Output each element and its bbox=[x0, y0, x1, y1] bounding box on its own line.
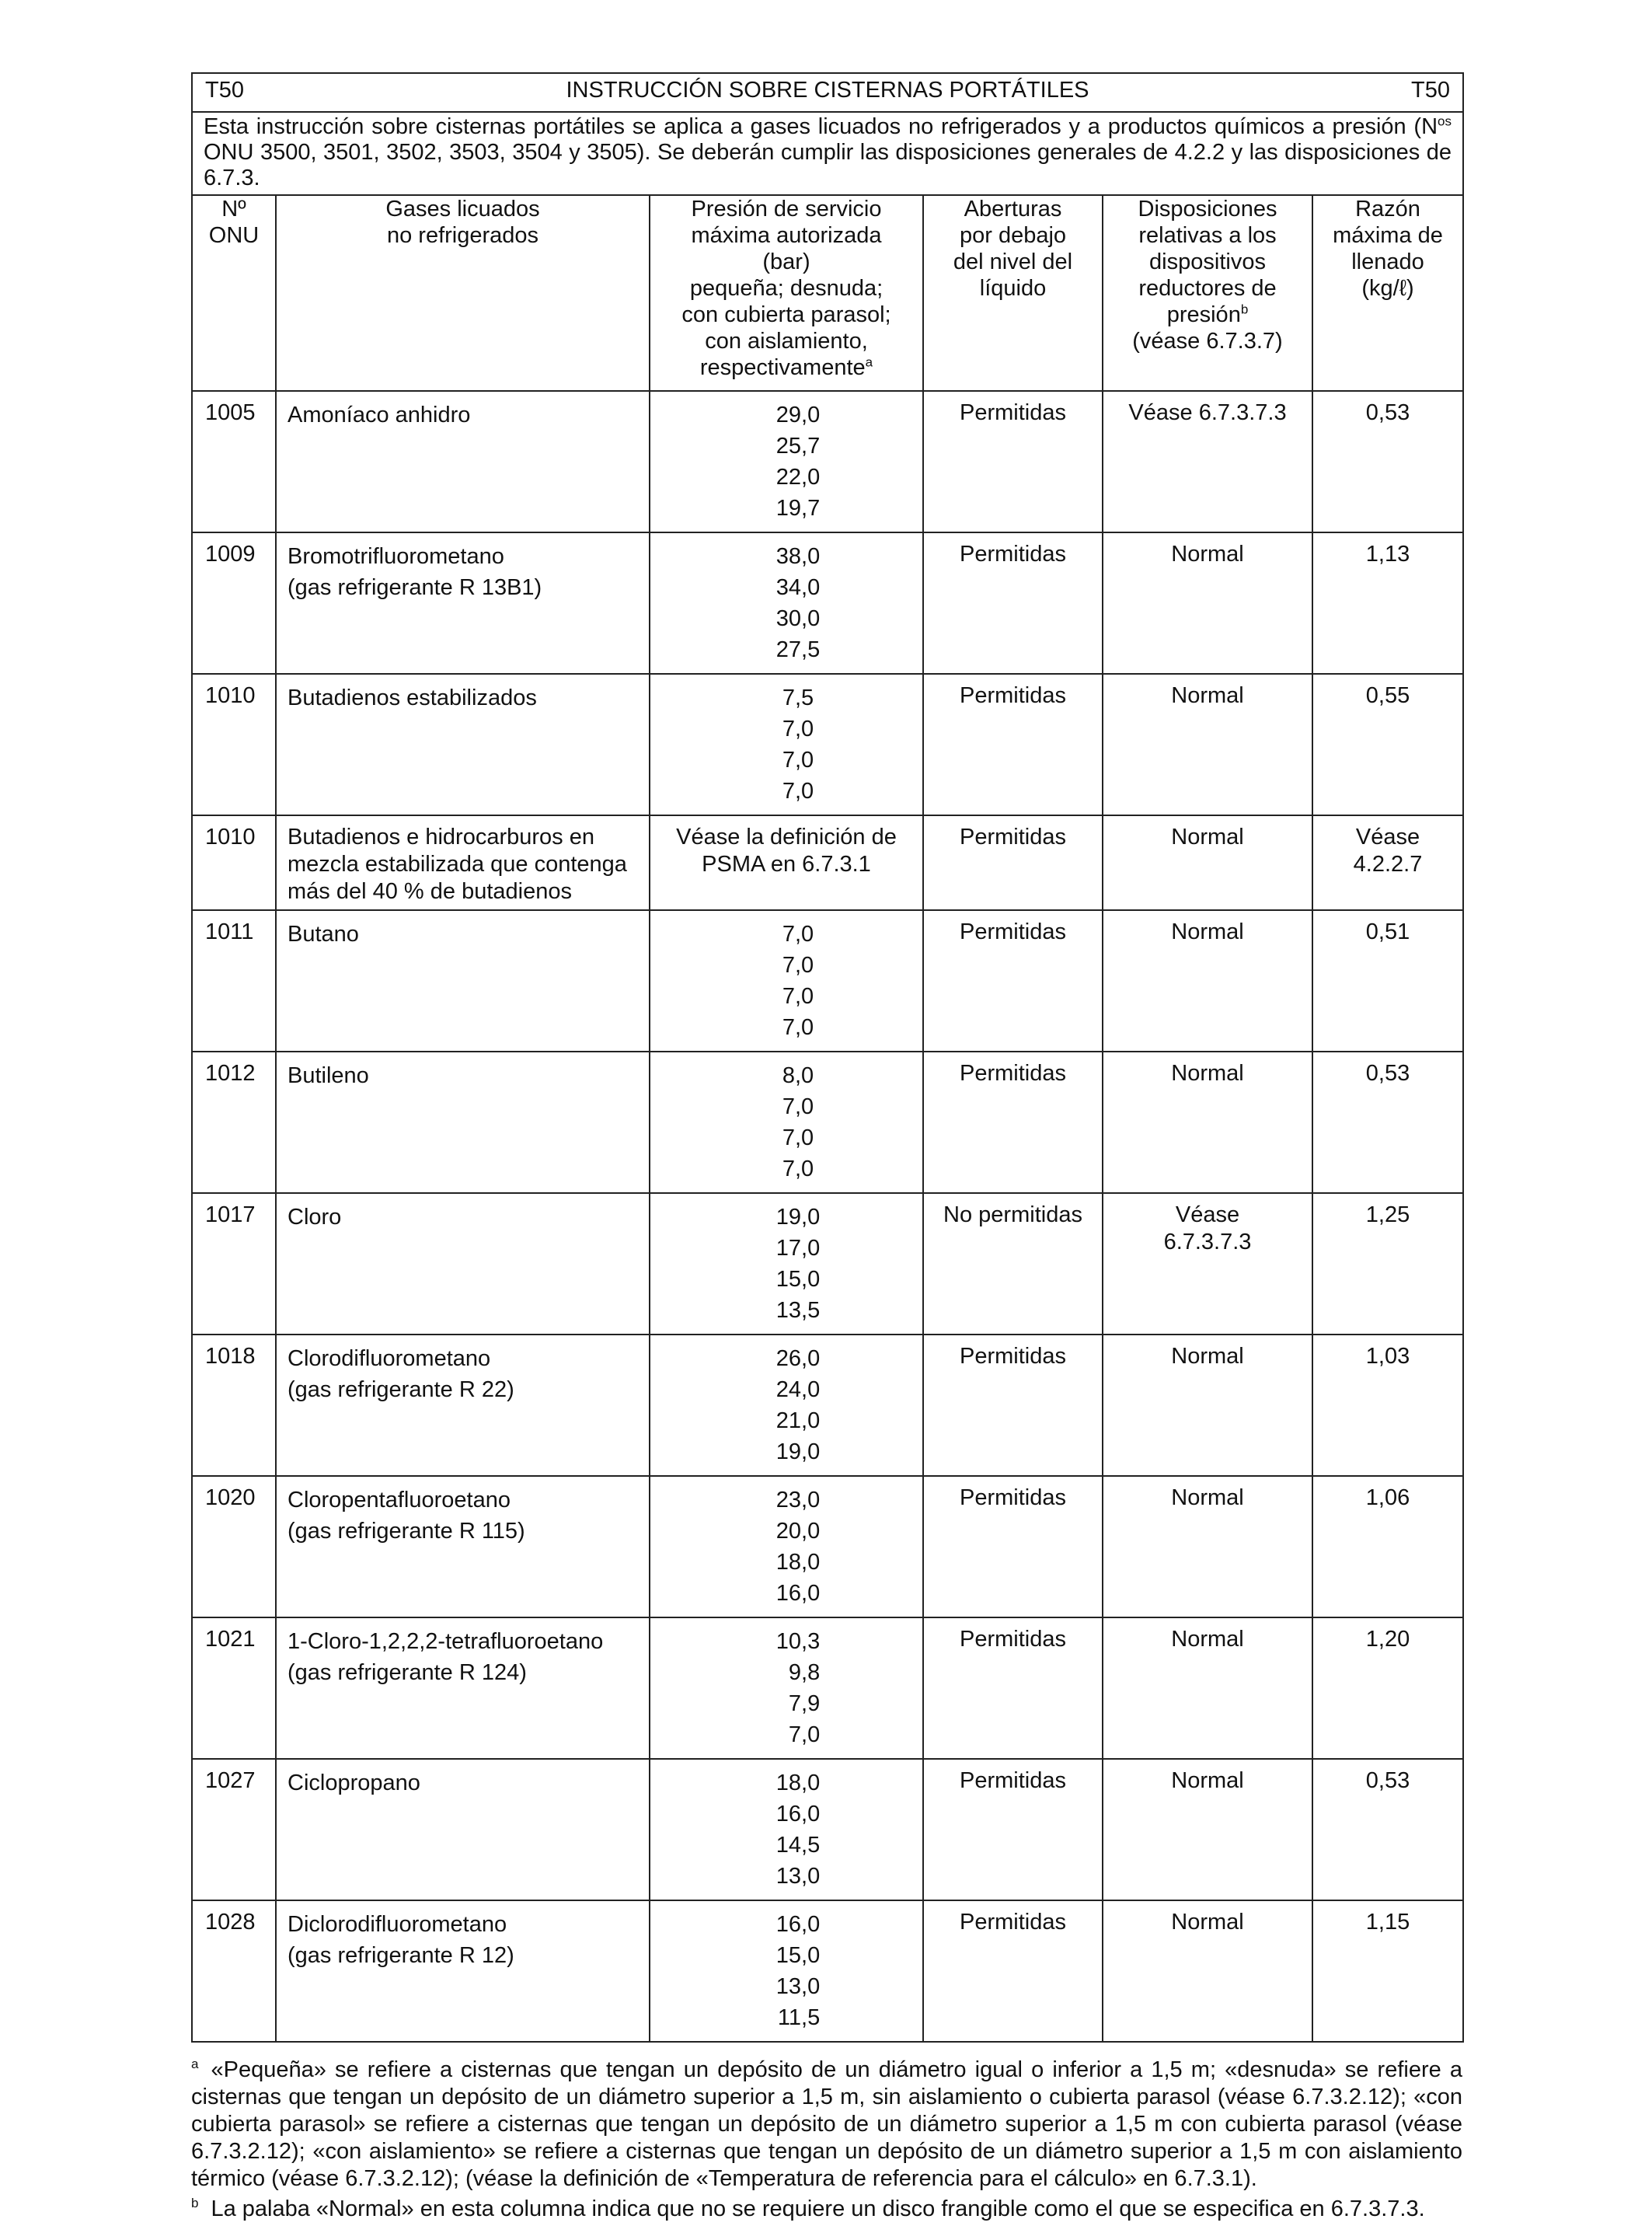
relief-devices-cell bbox=[1103, 815, 1312, 910]
pressure-value: 7,0 bbox=[788, 1722, 821, 1747]
table-row bbox=[192, 674, 1463, 815]
un-number-cell: 1010 bbox=[192, 674, 276, 815]
pressure-cell bbox=[650, 1193, 923, 1335]
footnote bbox=[191, 2196, 1462, 2223]
gas-name-line: Butileno bbox=[288, 1063, 369, 1088]
header-line: (kg/ℓ) bbox=[1361, 276, 1414, 301]
relief-device-line: Normal bbox=[1171, 1910, 1244, 1935]
pressure-value: 17,0 bbox=[775, 1236, 821, 1261]
pressure-cell bbox=[650, 1476, 923, 1617]
gas-name-line: 1-Cloro-1,2,2,2-tetrafluoroetano bbox=[288, 1629, 604, 1654]
intro-text-cont: ONU 3500, 3501, 3502, 3503, 3504 y 3505). Se deberán cumplir las disposiciones generales de 4.2.2 y las disposiciones de 6.7.3. bbox=[204, 140, 1452, 190]
gas-name-cell bbox=[276, 532, 650, 674]
table-title-row bbox=[192, 73, 1463, 112]
pressure-values bbox=[782, 682, 814, 807]
relief-devices-cell bbox=[1103, 391, 1312, 532]
header-line: no refrigerados bbox=[386, 223, 539, 248]
col-header-gas bbox=[276, 195, 650, 391]
pressure-value: 18,0 bbox=[775, 1550, 821, 1575]
gas-name-cell bbox=[276, 391, 650, 532]
pressure-value: 20,0 bbox=[775, 1519, 821, 1544]
header-line: máxima autorizada bbox=[691, 223, 882, 248]
instruction-code-left: T50 bbox=[205, 78, 244, 103]
pressure-cell bbox=[650, 1052, 923, 1193]
relief-devices-cell bbox=[1103, 1617, 1312, 1759]
fill-ratio-cell bbox=[1312, 1476, 1463, 1617]
header-line: relativas a los bbox=[1138, 223, 1277, 248]
fill-ratio-cell bbox=[1312, 1193, 1463, 1335]
header-line: Razón bbox=[1355, 197, 1420, 222]
header-line: presión$^b$ bbox=[1166, 302, 1249, 327]
pressure-value: 19,0 bbox=[775, 1439, 821, 1464]
relief-devices-cell bbox=[1103, 674, 1312, 815]
relief-devices-cell bbox=[1103, 910, 1312, 1052]
fill-ratio-cell bbox=[1312, 1052, 1463, 1193]
pressure-value: 7,0 bbox=[782, 779, 814, 804]
relief-devices-cell bbox=[1103, 1759, 1312, 1900]
pressure-value: 7,0 bbox=[782, 1157, 814, 1181]
fill-ratio-cell bbox=[1312, 1900, 1463, 2042]
fill-ratio-line: 1,13 bbox=[1365, 542, 1410, 567]
pressure-value: 7,0 bbox=[782, 1015, 814, 1040]
gas-name-cell bbox=[276, 1476, 650, 1617]
fill-ratio-cell bbox=[1312, 1759, 1463, 1900]
un-number-cell: 1009 bbox=[192, 532, 276, 674]
relief-device-line: Véase 6.7.3.7.3 bbox=[1128, 400, 1287, 425]
portable-tank-instruction-table bbox=[191, 72, 1464, 2043]
pressure-values bbox=[776, 1202, 820, 1326]
footnote-text: «Pequeña» se refiere a cisternas que tengan un depósito de un diámetro igual o inferior a 1,5 m; «desnuda» se refiere a cisternas que tengan un depósito de un diámetro superior a 1,5 m, sin aislamiento o cubierta parasol (véase 6.7.3.2.12); «con cubierta parasol» se refiere a cisternas que tengan un depósito de un diámetro superior a 1,5 m con cubierta parasol (véase 6.7.3.2.12); «con aislamiento» se refiere a cisternas que tengan un depósito de un diámetro superior a 1,5 m con aislamiento térmico (véase 6.7.3.2.12); (véase la definición de «Temperatura de referencia para el cálculo» en 6.7.3.1). bbox=[191, 2057, 1462, 2191]
table-row bbox=[192, 1617, 1463, 1759]
header-line: por debajo bbox=[959, 223, 1067, 248]
gas-name-cell bbox=[276, 910, 650, 1052]
pressure-value: 7,0 bbox=[782, 1125, 814, 1150]
pressure-value: 21,0 bbox=[775, 1408, 821, 1433]
pressure-value: 7,0 bbox=[782, 748, 814, 773]
gas-name-cell bbox=[276, 1900, 650, 2042]
fill-ratio-cell bbox=[1312, 532, 1463, 674]
fill-ratio-cell bbox=[1312, 815, 1463, 910]
pressure-value: 15,0 bbox=[775, 1943, 821, 1968]
fill-ratio-cell bbox=[1312, 674, 1463, 815]
pressure-value: 13,5 bbox=[775, 1298, 821, 1323]
header-line: con cubierta parasol; bbox=[681, 302, 891, 327]
pressure-values bbox=[776, 1767, 820, 1892]
col-header-openings bbox=[923, 195, 1103, 391]
relief-device-line: Normal bbox=[1171, 825, 1244, 850]
pressure-value: 7,0 bbox=[782, 953, 814, 978]
document-page bbox=[191, 72, 1462, 2226]
gas-name-line: más del 40 % de butadienos bbox=[288, 879, 572, 904]
openings-cell: Permitidas bbox=[923, 910, 1103, 1052]
fill-ratio-line: 0,53 bbox=[1365, 1768, 1410, 1793]
un-number-cell: 1027 bbox=[192, 1759, 276, 1900]
header-line: Nº bbox=[221, 197, 246, 222]
pressure-values bbox=[776, 1343, 820, 1467]
col-header-un-number bbox=[192, 195, 276, 391]
relief-device-line: Normal bbox=[1171, 1768, 1244, 1793]
openings-cell: Permitidas bbox=[923, 391, 1103, 532]
pressure-value: 14,5 bbox=[775, 1833, 821, 1858]
openings-cell: Permitidas bbox=[923, 815, 1103, 910]
pressure-value: 9,8 bbox=[788, 1660, 821, 1685]
gas-name-line: Cloro bbox=[288, 1205, 342, 1230]
gas-name-line: (gas refrigerante R 22) bbox=[288, 1377, 514, 1402]
fill-ratio-line: 0,53 bbox=[1365, 400, 1410, 425]
relief-device-line: Normal bbox=[1171, 1344, 1244, 1369]
pressure-value: 16,0 bbox=[775, 1581, 821, 1606]
header-line: Gases licuados bbox=[385, 197, 540, 222]
pressure-value: 15,0 bbox=[775, 1267, 821, 1292]
relief-device-line: Normal bbox=[1171, 1627, 1244, 1652]
fill-ratio-cell bbox=[1312, 391, 1463, 532]
openings-cell: Permitidas bbox=[923, 1759, 1103, 1900]
footnote-ref: a bbox=[865, 354, 873, 370]
gas-name-line: Clorodifluorometano bbox=[288, 1346, 491, 1371]
header-line: llenado bbox=[1351, 249, 1424, 274]
header-line: Aberturas bbox=[964, 197, 1062, 222]
gas-name-line: Butano bbox=[288, 922, 359, 947]
gas-name-cell bbox=[276, 1052, 650, 1193]
footnotes bbox=[191, 2057, 1462, 2223]
gas-name-line: Amoníaco anhidro bbox=[288, 403, 471, 427]
relief-devices-cell bbox=[1103, 532, 1312, 674]
gas-name-cell bbox=[276, 1335, 650, 1476]
pressure-value: 19,0 bbox=[775, 1205, 821, 1230]
relief-devices-cell bbox=[1103, 1476, 1312, 1617]
pressure-value: 8,0 bbox=[782, 1063, 814, 1088]
pressure-value: 29,0 bbox=[775, 403, 821, 427]
pressure-values bbox=[782, 919, 814, 1043]
fill-ratio-line: 0,53 bbox=[1365, 1061, 1410, 1086]
pressure-value: 34,0 bbox=[775, 575, 821, 600]
header-line: máxima de bbox=[1333, 223, 1443, 248]
gas-name-cell bbox=[276, 1193, 650, 1335]
relief-device-line: Normal bbox=[1171, 542, 1244, 567]
pressure-values bbox=[776, 541, 820, 665]
pressure-value: 7,0 bbox=[782, 984, 814, 1009]
gas-name-line: Diclorodifluorometano bbox=[288, 1912, 507, 1937]
pressure-cell bbox=[650, 815, 923, 910]
gas-name-line: Butadienos e hidrocarburos en bbox=[288, 825, 594, 850]
gas-name-cell bbox=[276, 674, 650, 815]
pressure-values bbox=[776, 1485, 820, 1609]
openings-cell: Permitidas bbox=[923, 1476, 1103, 1617]
pressure-value: 38,0 bbox=[775, 544, 821, 569]
fill-ratio-line: Véase bbox=[1355, 825, 1420, 850]
fill-ratio-line: 0,55 bbox=[1365, 683, 1410, 708]
un-number-cell: 1011 bbox=[192, 910, 276, 1052]
pressure-value: 7,0 bbox=[782, 922, 814, 947]
intro-sup: os bbox=[1438, 113, 1452, 129]
table-row bbox=[192, 1335, 1463, 1476]
openings-cell: Permitidas bbox=[923, 1900, 1103, 2042]
header-line: con aislamiento, bbox=[705, 329, 868, 354]
gas-name-line: mezcla estabilizada que contenga bbox=[288, 852, 627, 877]
table-row bbox=[192, 391, 1463, 532]
pressure-value: 25,7 bbox=[775, 434, 821, 459]
header-line: del nivel del bbox=[953, 249, 1073, 274]
header-line: (bar) bbox=[762, 249, 810, 274]
openings-cell: No permitidas bbox=[923, 1193, 1103, 1335]
gas-name-line: (gas refrigerante R 13B1) bbox=[288, 575, 542, 600]
table-row bbox=[192, 1759, 1463, 1900]
pressure-note: PSMA en 6.7.3.1 bbox=[702, 852, 871, 877]
fill-ratio-cell bbox=[1312, 1335, 1463, 1476]
instruction-code-right: T50 bbox=[1411, 78, 1450, 103]
un-number-cell: 1021 bbox=[192, 1617, 276, 1759]
gas-name-line: (gas refrigerante R 115) bbox=[288, 1519, 525, 1544]
un-number-cell: 1010 bbox=[192, 815, 276, 910]
footnote-mark: b bbox=[191, 2196, 199, 2211]
gas-name-cell bbox=[276, 815, 650, 910]
gas-name-line: Butadienos estabilizados bbox=[288, 686, 537, 710]
un-number-cell: 1020 bbox=[192, 1476, 276, 1617]
fill-ratio-line: 1,15 bbox=[1365, 1910, 1410, 1935]
col-header-fill-ratio bbox=[1312, 195, 1463, 391]
header-line: dispositivos bbox=[1149, 249, 1266, 274]
pressure-cell bbox=[650, 674, 923, 815]
openings-cell: Permitidas bbox=[923, 1052, 1103, 1193]
intro-text: Esta instrucción sobre cisternas portátiles se aplica a gases licuados no refrigerados y a productos químicos a presión (N bbox=[204, 114, 1438, 139]
header-line: respectivamente$^a$ bbox=[699, 354, 873, 380]
intro-paragraph bbox=[192, 112, 1463, 195]
relief-devices-cell bbox=[1103, 1900, 1312, 2042]
table-row bbox=[192, 532, 1463, 674]
table-row bbox=[192, 1900, 1463, 2042]
header-line: pequeña; desnuda; bbox=[689, 276, 884, 301]
fill-ratio-line: 1,03 bbox=[1365, 1344, 1410, 1369]
table-row bbox=[192, 1193, 1463, 1335]
header-line: (véase 6.7.3.7) bbox=[1132, 329, 1283, 354]
footnote-text: La palaba «Normal» en esta columna indica que no se requiere un disco frangible como el que se especifica en 6.7.3.7.3. bbox=[211, 2196, 1425, 2221]
relief-device-line: Normal bbox=[1171, 919, 1244, 944]
pressure-cell bbox=[650, 1900, 923, 2042]
un-number-cell: 1012 bbox=[192, 1052, 276, 1193]
relief-devices-cell bbox=[1103, 1193, 1312, 1335]
footnote bbox=[191, 2057, 1462, 2193]
fill-ratio-line: 1,20 bbox=[1365, 1627, 1410, 1652]
pressure-cell bbox=[650, 391, 923, 532]
pressure-value: 7,5 bbox=[782, 686, 814, 710]
relief-devices-cell bbox=[1103, 1335, 1312, 1476]
pressure-value: 30,0 bbox=[775, 606, 821, 631]
col-header-pressure bbox=[650, 195, 923, 391]
openings-cell: Permitidas bbox=[923, 532, 1103, 674]
pressure-value: 27,5 bbox=[775, 637, 821, 662]
table-row bbox=[192, 910, 1463, 1052]
header-line: ONU bbox=[208, 223, 260, 248]
relief-device-line: Normal bbox=[1171, 1061, 1244, 1086]
pressure-value: 7,0 bbox=[782, 717, 814, 741]
un-number-cell: 1017 bbox=[192, 1193, 276, 1335]
pressure-value: 23,0 bbox=[775, 1488, 821, 1512]
relief-device-line: Normal bbox=[1171, 683, 1244, 708]
fill-ratio-cell bbox=[1312, 910, 1463, 1052]
pressure-value: 16,0 bbox=[775, 1802, 821, 1827]
un-number-cell: 1028 bbox=[192, 1900, 276, 2042]
table-row bbox=[192, 1476, 1463, 1617]
header-line: Disposiciones bbox=[1138, 197, 1277, 222]
gas-name-cell bbox=[276, 1759, 650, 1900]
pressure-value: 10,3 bbox=[775, 1629, 821, 1654]
header-line: Presión de servicio bbox=[691, 197, 882, 222]
openings-cell: Permitidas bbox=[923, 1617, 1103, 1759]
pressure-value: 24,0 bbox=[775, 1377, 821, 1402]
footnote-mark: a bbox=[191, 2057, 199, 2072]
pressure-values bbox=[782, 1060, 814, 1185]
pressure-value: 11,5 bbox=[777, 2005, 821, 2030]
gas-name-line: Bromotrifluorometano bbox=[288, 544, 504, 569]
pressure-values bbox=[776, 1626, 820, 1750]
gas-name-cell bbox=[276, 1617, 650, 1759]
gas-name-line: Ciclopropano bbox=[288, 1771, 420, 1795]
pressure-value: 7,0 bbox=[782, 1094, 814, 1119]
pressure-value: 22,0 bbox=[775, 465, 821, 490]
table-row bbox=[192, 815, 1463, 910]
pressure-cell bbox=[650, 1335, 923, 1476]
pressure-value: 16,0 bbox=[775, 1912, 821, 1937]
pressure-value: 19,7 bbox=[775, 496, 821, 521]
footnote-ref: b bbox=[1240, 302, 1249, 317]
header-line: líquido bbox=[979, 276, 1047, 301]
fill-ratio-line: 4.2.2.7 bbox=[1353, 852, 1423, 877]
col-header-relief-devices bbox=[1103, 195, 1312, 391]
pressure-note: Véase la definición de bbox=[676, 825, 897, 850]
pressure-value: 26,0 bbox=[775, 1346, 821, 1371]
fill-ratio-cell bbox=[1312, 1617, 1463, 1759]
pressure-cell bbox=[650, 910, 923, 1052]
pressure-value: 13,0 bbox=[775, 1974, 821, 1999]
pressure-value: 7,9 bbox=[788, 1691, 821, 1716]
gas-name-line: Cloropentafluoroetano bbox=[288, 1488, 511, 1512]
pressure-values bbox=[776, 399, 820, 524]
un-number-cell: 1018 bbox=[192, 1335, 276, 1476]
instruction-title: INSTRUCCIÓN SOBRE CISTERNAS PORTÁTILES bbox=[566, 78, 1089, 103]
relief-devices-cell bbox=[1103, 1052, 1312, 1193]
un-number-cell: 1005 bbox=[192, 391, 276, 532]
pressure-value: 18,0 bbox=[775, 1771, 821, 1795]
openings-cell: Permitidas bbox=[923, 674, 1103, 815]
pressure-values bbox=[776, 1909, 820, 2033]
relief-device-line: 6.7.3.7.3 bbox=[1163, 1230, 1252, 1254]
relief-device-line: Normal bbox=[1171, 1485, 1244, 1510]
gas-name-line: (gas refrigerante R 12) bbox=[288, 1943, 514, 1968]
header-line: reductores de bbox=[1138, 276, 1277, 301]
pressure-value: 13,0 bbox=[775, 1864, 821, 1889]
fill-ratio-line: 1,06 bbox=[1365, 1485, 1410, 1510]
pressure-cell bbox=[650, 1617, 923, 1759]
table-row bbox=[192, 1052, 1463, 1193]
relief-device-line: Véase bbox=[1175, 1202, 1240, 1227]
fill-ratio-line: 0,51 bbox=[1365, 919, 1410, 944]
fill-ratio-line: 1,25 bbox=[1365, 1202, 1410, 1227]
gas-name-line: (gas refrigerante R 124) bbox=[288, 1660, 527, 1685]
pressure-cell bbox=[650, 1759, 923, 1900]
pressure-cell bbox=[650, 532, 923, 674]
openings-cell: Permitidas bbox=[923, 1335, 1103, 1476]
